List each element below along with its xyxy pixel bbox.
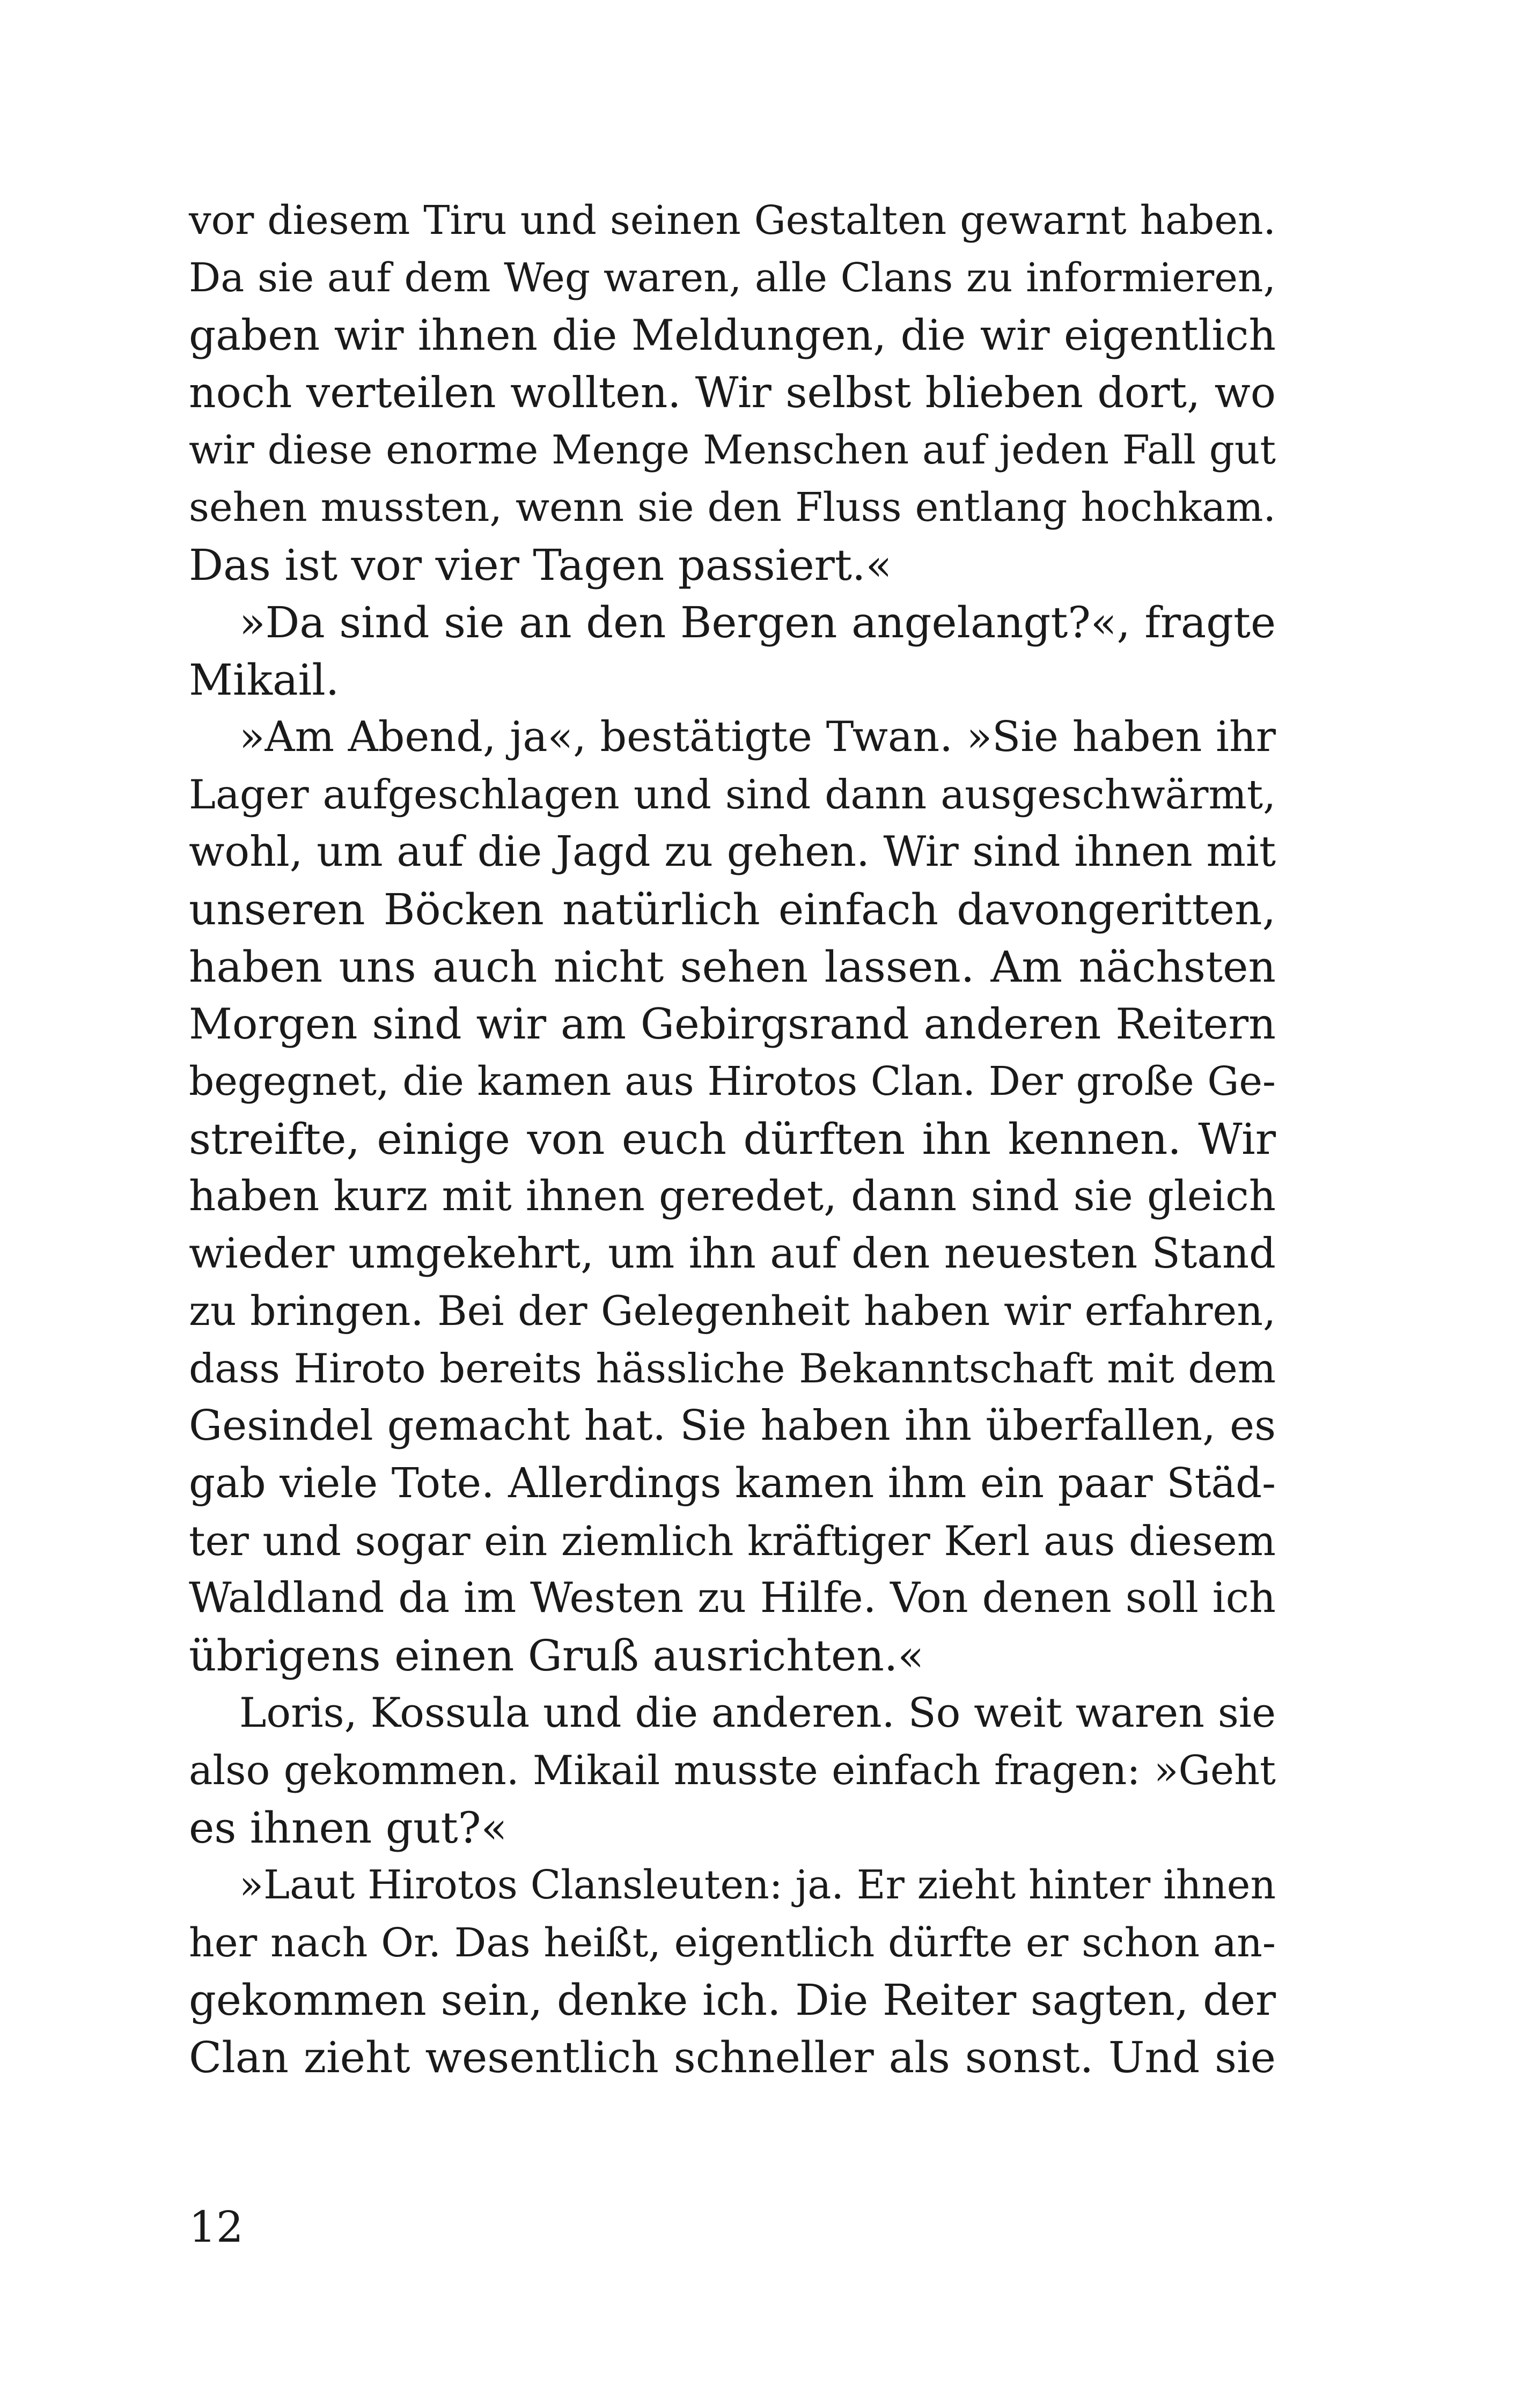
text-line: haben uns auch nicht sehen lassen. Am nächsten xyxy=(189,942,1276,992)
paragraph-first-line: »Laut Hirotos Clansleuten: ja. Er zieht hinter ihnen xyxy=(239,1862,1276,1908)
text-line: zu bringen. Bei der Gelegenheit haben wir erfahren, xyxy=(189,1287,1276,1335)
text-line: gab viele Tote. Allerdings kamen ihm ein paar Städ- xyxy=(189,1460,1276,1507)
text-line: gekommen sein, denke ich. Die Reiter sagten, der xyxy=(189,1975,1276,2025)
paragraph-first-line: »Am Abend, ja«, bestätigte Twan. »Sie haben ihr xyxy=(239,713,1276,761)
text-line: ter und sogar ein ziemlich kräftiger Kerl aus diesem xyxy=(189,1517,1276,1565)
text-line: Das ist vor vier Tagen passiert.« xyxy=(189,540,892,590)
text-line: streifte, einige von euch dürften ihn kennen. Wir xyxy=(189,1114,1276,1164)
text-line: noch verteilen wollten. Wir selbst blieben dort, wo xyxy=(189,368,1276,417)
text-line: Morgen sind wir am Gebirgsrand anderen Reitern xyxy=(189,999,1276,1049)
text-line: wohl, um auf die Jagd zu gehen. Wir sind ihnen mit xyxy=(189,828,1276,876)
text-line: gaben wir ihnen die Meldungen, die wir eigentlich xyxy=(189,311,1276,360)
text-line: vor diesem Tiru und seinen Gestalten gewarnt haben. xyxy=(189,198,1276,244)
body-text xyxy=(189,192,1276,2086)
text-line: sehen mussten, wenn sie den Fluss entlang hochkam. xyxy=(189,484,1276,531)
paragraph-first-line: »Da sind sie an den Bergen angelangt?«, fragte xyxy=(239,598,1276,647)
text-line: Gesindel gemacht hat. Sie haben ihn überfallen, es xyxy=(189,1402,1276,1450)
page-number: 12 xyxy=(189,2202,244,2252)
text-line: unseren Böcken natürlich einfach davongeritten, xyxy=(189,885,1276,934)
text-line: Lager aufgeschlagen und sind dann ausgeschwärmt, xyxy=(189,771,1276,818)
text-line: wir diese enorme Menge Menschen auf jeden Fall gut xyxy=(189,428,1276,473)
text-line: übrigens einen Gruß ausrichten.« xyxy=(189,1631,924,1681)
text-line: her nach Or. Das heißt, eigentlich dürfte er schon an- xyxy=(189,1919,1276,1966)
paragraph-first-line: Loris, Kossula und die anderen. So weit waren sie xyxy=(239,1689,1276,1736)
text-line: Mikail. xyxy=(189,655,340,705)
text-line: haben kurz mit ihnen geredet, dann sind sie gleich xyxy=(189,1172,1276,1220)
text-line: begegnet, die kamen aus Hirotos Clan. Der große Ge- xyxy=(189,1058,1276,1104)
text-line: Da sie auf dem Weg waren, alle Clans zu informieren, xyxy=(189,255,1276,301)
text-line: Waldland da im Westen zu Hilfe. Von denen soll ich xyxy=(189,1574,1276,1622)
text-line: dass Hiroto bereits hässliche Bekanntschaft mit dem xyxy=(189,1345,1276,1392)
text-line: also gekommen. Mikail musste einfach fragen: »Geht xyxy=(189,1747,1276,1794)
text-line: es ihnen gut?« xyxy=(189,1803,508,1853)
text-line: Clan zieht wesentlich schneller als sonst. Und sie xyxy=(189,2033,1276,2082)
text-line: wieder umgekehrt, um ihn auf den neuesten Stand xyxy=(189,1229,1276,1278)
